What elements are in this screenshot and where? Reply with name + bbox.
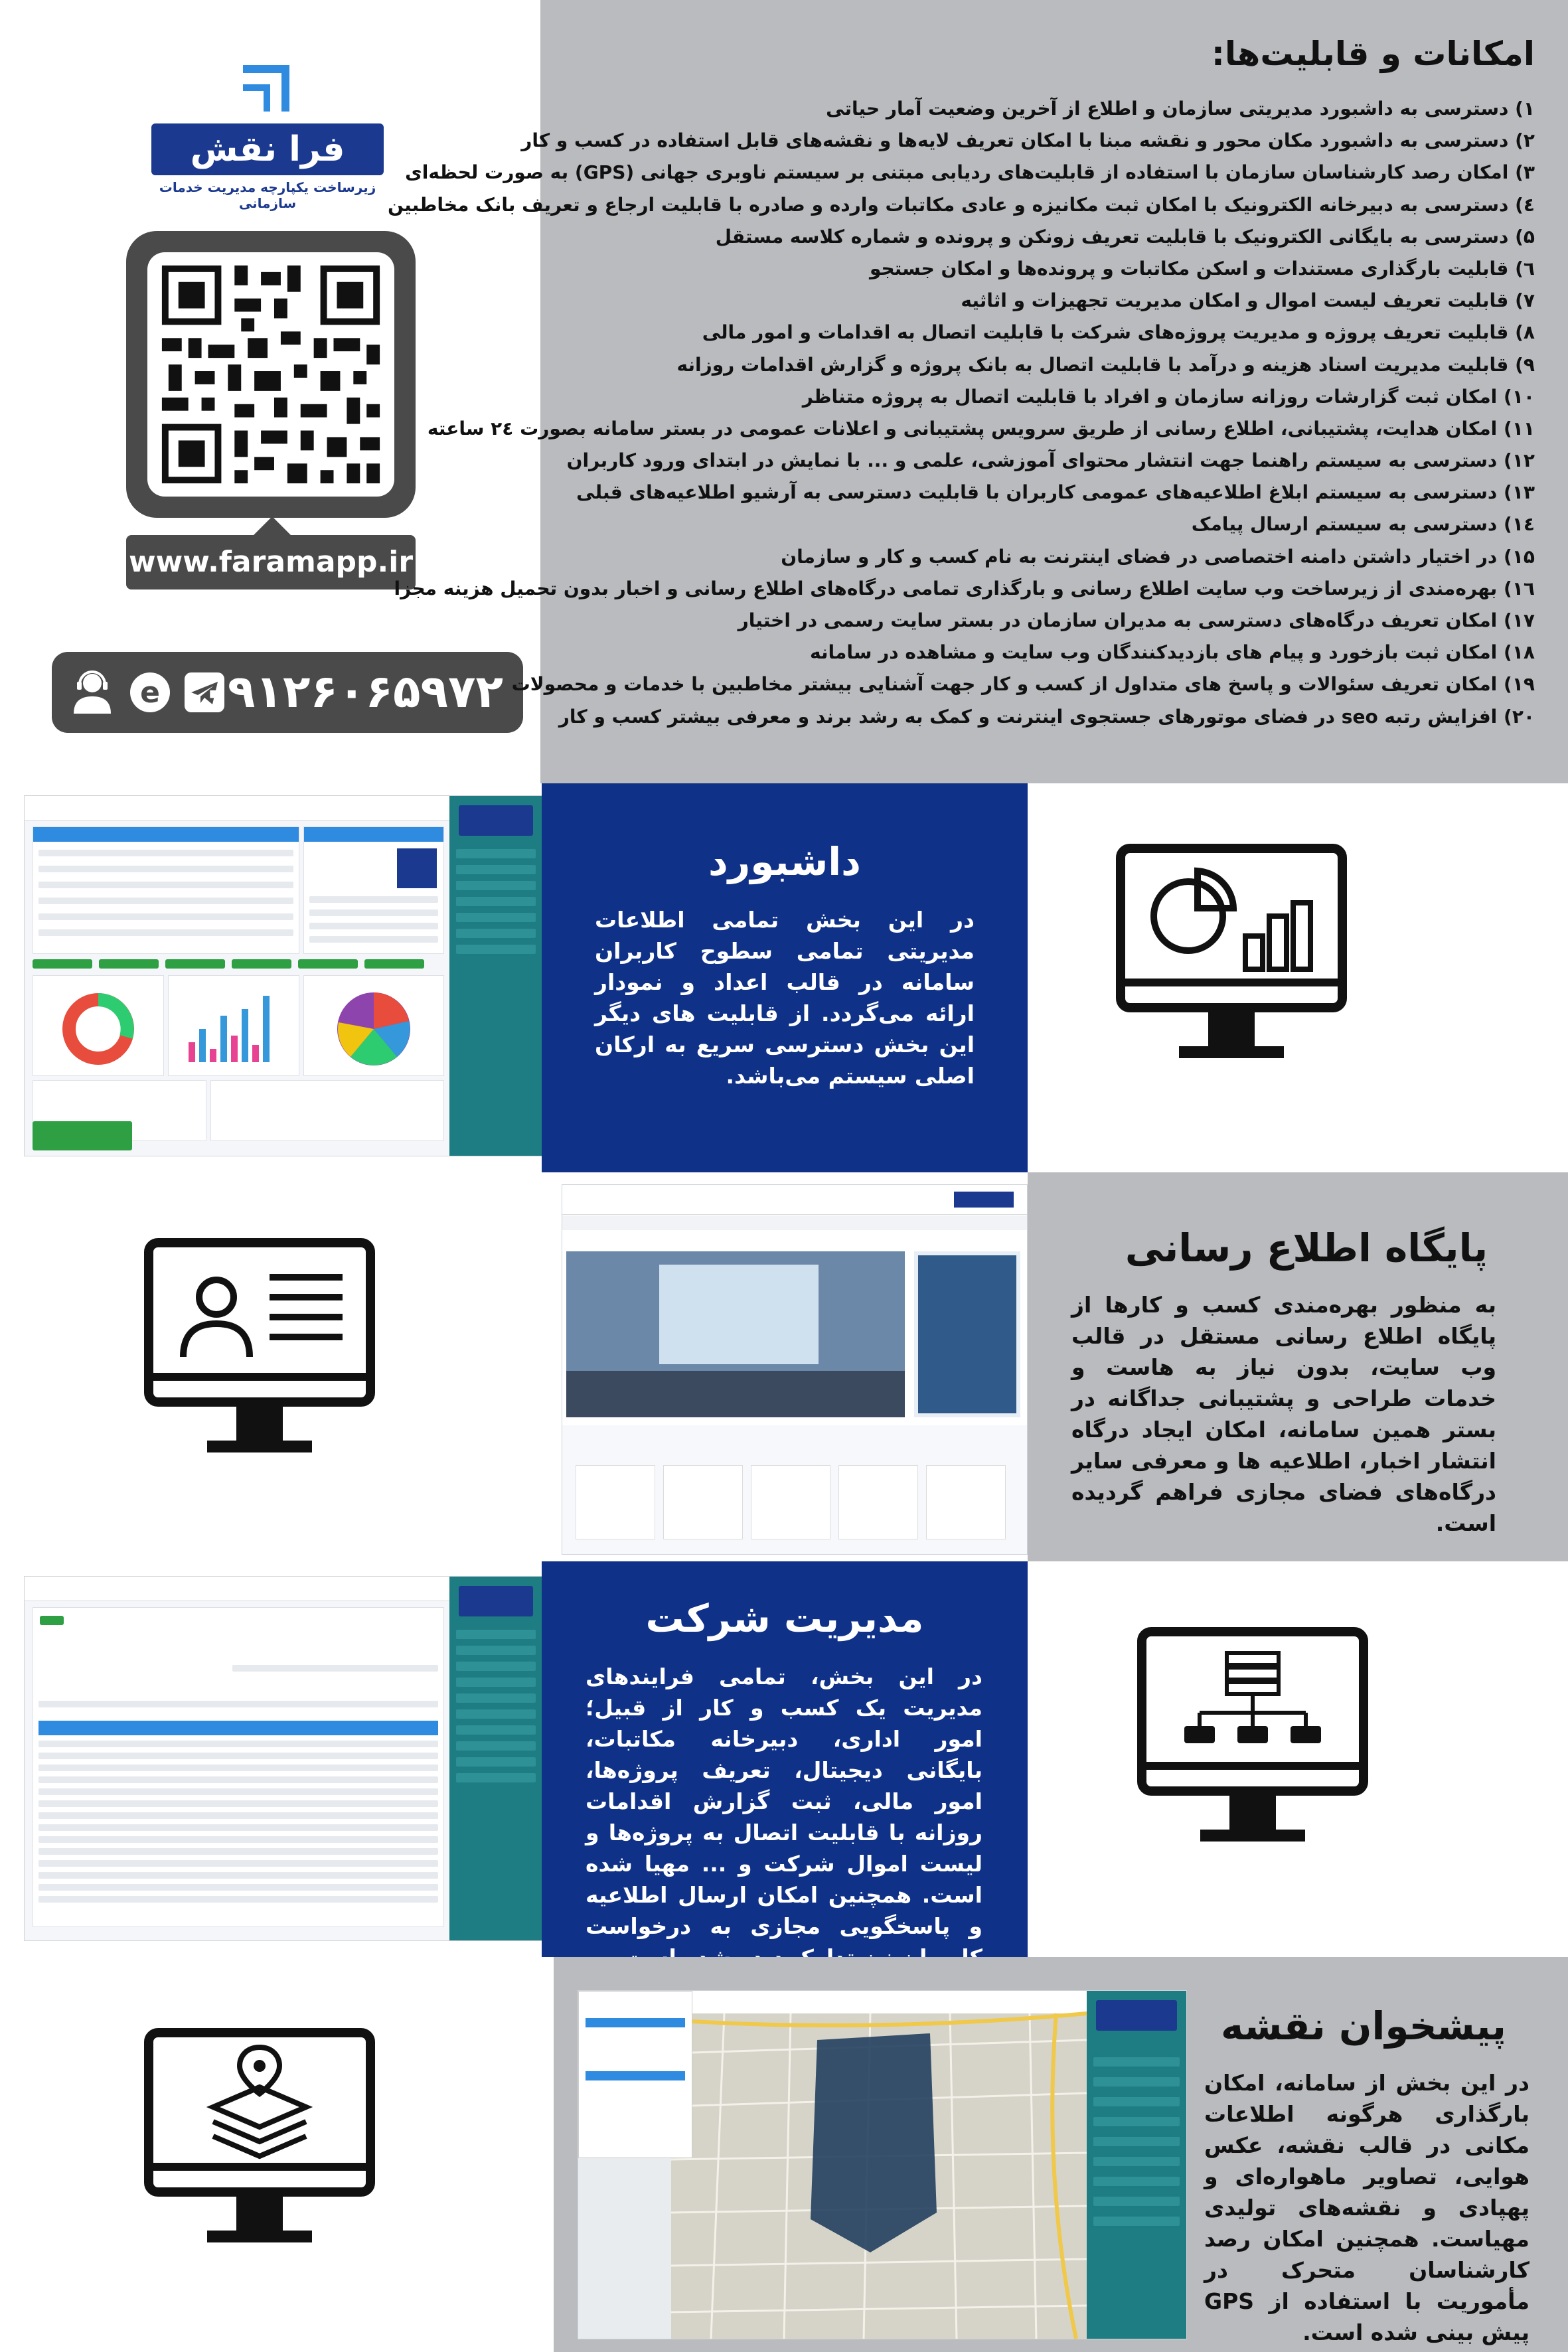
mock-button xyxy=(99,959,159,969)
table-row xyxy=(39,1776,438,1783)
mock-service-card xyxy=(926,1465,1006,1539)
mock-button xyxy=(40,1616,64,1625)
mock-card xyxy=(33,826,299,954)
mock-menu-item xyxy=(1093,2057,1180,2067)
mock-row xyxy=(39,929,293,936)
portal-monitor-icon xyxy=(143,1237,376,1470)
table-row xyxy=(39,1788,438,1795)
mock-topbar xyxy=(25,1577,449,1601)
table-row xyxy=(39,1872,438,1879)
mock-card xyxy=(303,826,444,954)
mock-row xyxy=(309,936,438,943)
table-row xyxy=(39,1848,438,1855)
mock-services xyxy=(562,1425,1027,1554)
brand-panel xyxy=(0,0,540,783)
mock-logo xyxy=(459,1586,533,1616)
dashboard-band xyxy=(542,783,1028,1172)
mock-card-header xyxy=(33,827,299,842)
feature-item: ٤) دسترسی به دبیرخانه الکترونیک با امکان ثبت مکانیزه و عادی مکاتبات وارده و صادره با قابلیت ارجاع و تعریف بانک مخاطبین xyxy=(387,193,1535,216)
table-row xyxy=(39,1764,438,1771)
mock-row xyxy=(309,909,438,916)
mock-menu-item xyxy=(456,897,536,906)
mock-menu-item xyxy=(456,1662,536,1671)
mock-pie-chart xyxy=(303,975,444,1076)
feature-item: ۱۸) امکان ثبت بازخورد و پیام های بازدیدکنندگان وب سایت و مشاهده در سامانه xyxy=(810,641,1535,664)
feature-item: ۱۱) امکان هدایت، پشتیبانی، اطلاع رسانی از طریق سرویس پشتیبانی و اعلانات عمومی در بستر سامانه بصورت ۲٤ ساعته xyxy=(427,417,1535,439)
map-view[interactable] xyxy=(671,2013,1087,2339)
feature-item: ۱۳) دسترسی به سیستم ابلاغ اطلاعیه‌های عمومی کاربران با قابلیت دسترسی به آرشیو اطلاعیه‌های قبلی xyxy=(576,481,1535,504)
portal-band xyxy=(1028,1172,1568,1561)
mock-menu-item xyxy=(456,1741,536,1751)
brand-logo xyxy=(151,64,390,211)
mock-donut-chart xyxy=(33,975,164,1076)
mock-menu-item xyxy=(1093,2137,1180,2146)
logo-text: فرا نقش xyxy=(151,123,384,175)
table-row xyxy=(39,1884,438,1891)
qr-frame xyxy=(126,231,416,518)
features-list xyxy=(387,93,1535,733)
mock-menu-item xyxy=(1093,2117,1180,2126)
mock-table xyxy=(210,1080,444,1141)
dashboard-text: در این بخش تمامی اطلاعات مدیریتی تمامی سطوح کاربران سامانه در قالب اعداد و نمودار ارائه می‌گردد. از قابلیت های دیگر این بخش دسترسی سریع به ارکان اصلی سیستم می‌باشد. xyxy=(595,907,975,1089)
mock-projector-screen xyxy=(659,1265,819,1364)
feature-item: ۲) دسترسی به داشبورد مکان محور و نقشه مبنا با امکان تعریف لایه‌ها و نقشه‌های قابل استفاده در کسب و کار xyxy=(521,129,1535,152)
support-agent-icon xyxy=(64,672,104,712)
portal-text: به منظور بهره‌مندی کسب و کارها از پایگاه اطلاع رسانی مستقل در قالب وب سایت، بدون نیاز به هاست و خدمات طراحی و پشتیبانی جداگانه در بستر همین سامانه، امکان ایجاد درگاه انتشار اخبار، اطلاعیه ها و معرفی سایر درگاه‌های فضای مجازی فراهم گردیده است. xyxy=(1071,1292,1496,1536)
dashboard-screenshot xyxy=(24,795,543,1156)
mock-menu-item xyxy=(1093,2217,1180,2226)
mock-menu-item xyxy=(1093,2097,1180,2106)
mock-menu-item xyxy=(456,865,536,874)
mock-menu-item xyxy=(456,1757,536,1766)
mock-menu-item xyxy=(456,945,536,954)
feature-item: ٦) قابلیت بارگذاری مستندات و اسکن مکاتبات و پرونده‌ها و امکان جستجو xyxy=(869,257,1535,279)
mock-slider-photo xyxy=(566,1251,905,1417)
mock-row xyxy=(39,866,293,872)
company-band xyxy=(542,1561,1028,1957)
logo-mark-icon xyxy=(238,64,291,117)
map-screenshot xyxy=(578,1990,1187,2339)
mock-sidebar xyxy=(449,796,542,1156)
map-text: در این بخش از سامانه، امکان بارگذاری هرگونه اطلاعات مکانی در قالب نقشه، عکس هوایی، تصاویر ماهواره‌ای و پهپادی و نقشه‌های تولیدی مهیاست. همچنین امکان رصد کارشناسان متحرک در مأموریت با استفاده از GPS پیش بینی شده است. xyxy=(1204,2070,1529,2345)
pie-chart-icon xyxy=(304,976,443,1075)
table-row xyxy=(39,1812,438,1819)
table-row xyxy=(39,1741,438,1747)
mock-logo xyxy=(954,1192,1014,1208)
qr-code xyxy=(147,252,394,497)
website-link[interactable]: www.faramapp.ir xyxy=(126,535,416,589)
features-title: امکانات و قابلیت‌ها: xyxy=(1211,35,1535,73)
bar-chart-icon xyxy=(169,976,299,1075)
feature-item: ۸) قابلیت تعریف پروژه و مدیریت پروژه‌های شرکت با قابلیت اتصال به اقدامات و امور مالی xyxy=(702,321,1535,344)
qr-pointer xyxy=(252,516,292,536)
map-title: پیشخوان نقشه xyxy=(1221,2003,1506,2049)
mock-menu-item xyxy=(456,929,536,938)
mock-site-header xyxy=(562,1185,1027,1215)
mock-menu-item xyxy=(1093,2197,1180,2206)
mock-bar-chart xyxy=(168,975,299,1076)
feature-item: ۹) قابلیت مدیریت اسناد هزینه و درآمد با قابلیت اتصال به بانک پروژه و گزارش اقدامات روزانه xyxy=(676,353,1535,376)
web-browser-icon[interactable] xyxy=(130,672,170,712)
feature-item: ۱۵) در اختیار داشتن دامنه اختصاصی در فضای اینترنت به نام کسب و کار و سازمان xyxy=(781,545,1535,568)
feature-item: ۷) قابلیت تعریف لیست اموال و امکان مدیریت تجهیزات و اثاثیه xyxy=(961,289,1535,312)
mock-menu-item xyxy=(456,1678,536,1687)
mock-sidebar xyxy=(449,1577,542,1940)
portal-title: پایگاه اطلاع رسانی xyxy=(1125,1225,1488,1271)
mock-menu-item xyxy=(456,1630,536,1639)
portal-screenshot xyxy=(562,1184,1028,1555)
map-monitor-icon xyxy=(143,2027,376,2260)
mock-table-header xyxy=(39,1721,438,1735)
feature-item: ۵) دسترسی به بایگانی الکترونیک با قابلیت تعریف زونکن و پرونده و شماره کلاسه مستقل xyxy=(715,225,1535,248)
mock-button xyxy=(232,959,291,969)
mock-notice xyxy=(33,1121,132,1150)
mock-menu-item xyxy=(456,1725,536,1735)
dashboard-monitor-icon xyxy=(1115,843,1348,1075)
mock-menu-item xyxy=(456,881,536,890)
feature-item: ۳) امکان رصد کارشناسان سازمان با استفاده از قابلیت‌های ردیابی مبتنی بر سیستم ناوبری جهانی (GPS) به صورت لحظه‌ای xyxy=(405,161,1535,184)
mock-row xyxy=(39,882,293,888)
table-row xyxy=(39,1836,438,1843)
mock-menu-item xyxy=(1093,2077,1180,2086)
mock-logo xyxy=(459,805,533,836)
mock-avatar xyxy=(397,848,437,888)
table-row xyxy=(39,1896,438,1903)
mock-row xyxy=(309,896,438,903)
mock-service-card xyxy=(663,1465,743,1539)
qr-code-icon xyxy=(147,252,394,497)
feature-item: ۱۲) دسترسی به سیستم راهنما جهت انتشار محتوای آموزشی، علمی و ... با نمایش در ابتدای ورود کاربران xyxy=(566,449,1535,472)
mock-button xyxy=(165,959,225,969)
table-row xyxy=(39,1800,438,1807)
mock-menu-item xyxy=(456,1646,536,1655)
mock-menu-item xyxy=(1093,2177,1180,2186)
mock-button xyxy=(364,959,424,969)
mock-service-card xyxy=(838,1465,918,1539)
table-row xyxy=(39,1824,438,1831)
mock-menu-item xyxy=(456,849,536,858)
mock-row xyxy=(39,898,293,904)
feature-item: ۱۰) امکان ثبت گزارشات روزانه سازمان و افراد با قابلیت اتصال به پروژه متناظر xyxy=(802,385,1535,408)
table-row xyxy=(39,1753,438,1759)
mock-service-card xyxy=(576,1465,655,1539)
feature-item: ۱٦) بهره‌مندی از زیرساخت وب سایت اطلاع رسانی و بارگذاری تمامی درگاه‌های اطلاع رسانی و اخبار بدون تحمیل هزینه مجزا xyxy=(394,577,1535,599)
mock-button xyxy=(298,959,358,969)
feature-item: ۲۰) افزایش رتبه seo در فضای موتورهای جستجوی اینترنت و کمک به رشد برند و معرفی بیشتر کسب و کار xyxy=(558,705,1535,728)
table-row xyxy=(39,1860,438,1867)
mock-menu-item xyxy=(456,1693,536,1703)
mock-site-nav xyxy=(562,1215,1027,1230)
mock-card-header xyxy=(304,827,443,842)
features-panel xyxy=(387,0,1568,783)
dashboard-title: داشبورد xyxy=(708,839,861,884)
mock-banner xyxy=(914,1251,1020,1417)
mock-row xyxy=(39,913,293,920)
mock-archive-table xyxy=(33,1607,444,1927)
company-monitor-icon xyxy=(1137,1626,1369,1859)
mock-layer-item xyxy=(586,2071,685,2080)
logo-tagline: زیرساخت یکپارچه مدیریت خدمات سازمانی xyxy=(159,179,376,211)
mock-search xyxy=(39,1701,438,1707)
company-screenshot xyxy=(24,1576,543,1941)
mock-row xyxy=(309,923,438,929)
mock-layer-item xyxy=(586,2018,685,2027)
feature-item: ۱) دسترسی به داشبورد مدیریتی سازمان و اطلاع از آخرین وضعیت آمار حیاتی xyxy=(826,98,1535,119)
mock-topbar xyxy=(25,796,449,821)
phone-number[interactable]: ۰۹۱۲۶۰۶۵۹۷۲ xyxy=(200,666,503,718)
mock-filter xyxy=(232,1665,438,1672)
mock-sidebar xyxy=(1087,1991,1186,2339)
mock-layers-panel xyxy=(578,1991,692,2158)
svg-text:e: e xyxy=(140,676,160,710)
company-text: در این بخش، تمامی فرایندهای مدیریت یک کسب و کار از قبیل؛ امور اداری، دبیرخانه مکاتبات، بایگانی دیجیتال، تعریف پروژه‌ها، امور مالی، ثبت گزارش اقدامات روزانه با قابلیت اتصال به پروژه‌ها و لیست اموال شرکت و ... مهیا شده است. همچنین امکان ارسال اطلاعیه و پاسخگویی مجازی به درخواست xyxy=(586,1664,982,1939)
mock-menu-item xyxy=(456,1773,536,1782)
mock-menu-item xyxy=(456,913,536,922)
contact-bar xyxy=(52,652,523,733)
mock-menu-item xyxy=(456,1709,536,1719)
feature-item: ۱۹) امکان تعریف سئوالات و پاسخ های متداول از کسب و کار جهت آشنایی بیشتر مخاطبین با خدمات و محصولات xyxy=(511,673,1535,696)
mock-button xyxy=(33,959,92,969)
feature-item: ۱٤) دسترسی به سیستم ارسال پیامک xyxy=(1191,513,1535,536)
mock-logo xyxy=(1096,2000,1177,2031)
donut-chart-icon xyxy=(33,976,163,1075)
mock-menu-item xyxy=(1093,2157,1180,2166)
mock-row xyxy=(39,850,293,856)
feature-item: ۱۷) امکان تعریف درگاه‌های دسترسی به مدیران سازمان در بستر سایت رسمی در اختیار xyxy=(738,609,1535,631)
mock-service-card xyxy=(751,1465,830,1539)
company-title: مدیریت شرکت xyxy=(645,1596,924,1641)
mock-audience xyxy=(566,1371,905,1417)
